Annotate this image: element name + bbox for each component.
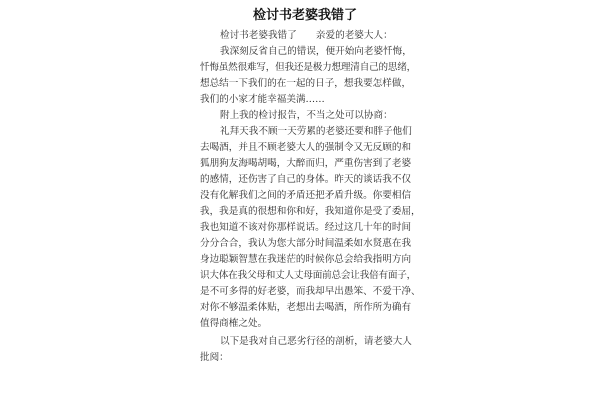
text-line: 以下是我对自己恶劣行径的剖析，请老婆大人 (220, 336, 412, 347)
document-title: 检讨书老婆我错了 (252, 8, 357, 23)
text-line: 没有化解我们之间的矛盾还把矛盾升级。你要相信 (200, 190, 412, 201)
text-line: 值得商榷之处。 (200, 318, 268, 329)
text-line: 附上我的检讨报告，不当之处可以协商： (220, 110, 393, 121)
text-line: 我深刻反省自己的错误，便开始向老婆忏悔， (220, 46, 412, 57)
text-line: 忏悔虽然很难写，但我还是极力想理清自己的思绪， (200, 62, 417, 73)
text-line: 是不可多得的好老婆，而我却早出愚笨、不爱干净、 (200, 286, 421, 297)
text-line: 身边聪颖智慧在我迷茫的时候你总会给我指明方向 (200, 254, 412, 265)
text-line: 我，我是真的很想和你和好，我知道你是受了委屈， (200, 206, 421, 217)
text-line: 去喝酒，并且不顾老婆大人的强制令又无反顾的和 (200, 142, 412, 153)
document-page (200, 0, 421, 400)
text-line: 批阅： (200, 352, 229, 363)
text-line: 的感情，还伤害了自己的身体。昨天的谈话我不仅 (200, 174, 412, 185)
text-line: 对你不够温柔体贴，老想出去喝酒，所作所为确有 (200, 302, 412, 313)
text-line: 狐朋狗友海喝胡喝，大醉而归，严重伤害到了老婆 (200, 158, 412, 169)
text-line: 检讨书老婆我错了 亲爱的老婆大人： (220, 30, 393, 41)
text-line: 识大体在我父母和丈人丈母面前总会让我倍有面子， (200, 270, 417, 281)
text-line: 分分合合，我认为您大部分时间温柔如水贤惠在我 (200, 238, 412, 249)
text-line: 想总结一下我们的在一起的日子，想我要怎样做， (200, 78, 412, 89)
text-line: 我也知道不该对你那样说话。经过这几十年的时间 (200, 222, 412, 233)
text-line: 礼拜天我不顾一天劳累的老婆还要和胖子他们 (220, 126, 412, 137)
text-line: 我们的小家才能幸福美满…… (200, 94, 325, 105)
